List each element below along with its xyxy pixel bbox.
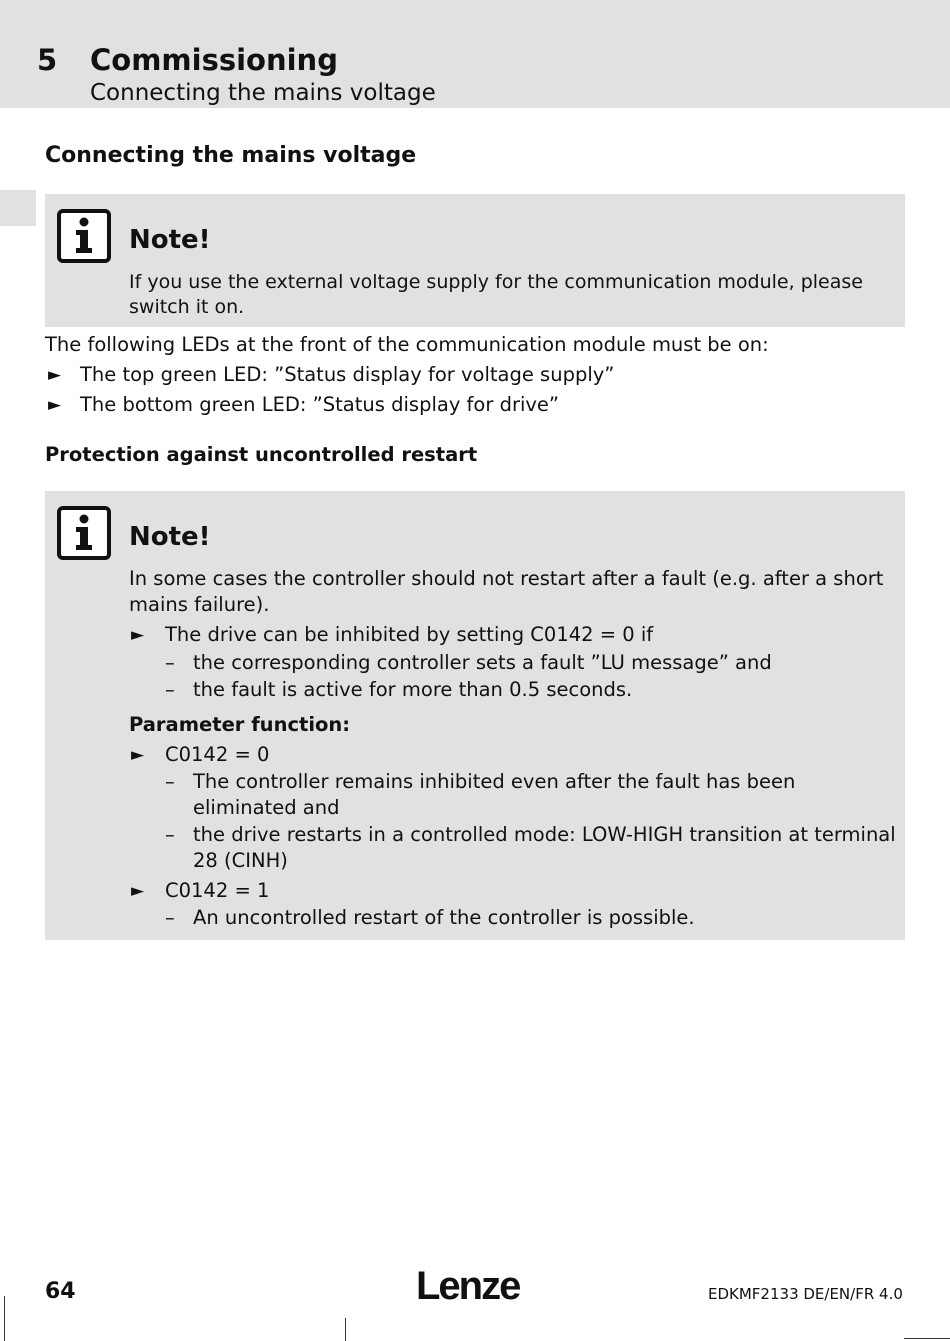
chapter-subtitle: Connecting the mains voltage (90, 80, 436, 106)
info-icon (57, 209, 111, 263)
dash-icon: – (165, 770, 175, 793)
bullet-arrow-icon: ► (131, 745, 145, 765)
led-item-bottom: The bottom green LED: ”Status display for drive” (80, 393, 560, 416)
crop-mark-left (4, 1296, 5, 1341)
crop-mark-center (345, 1318, 346, 1341)
bullet-arrow-icon: ► (48, 365, 62, 385)
led-item-top: The top green LED: ”Status display for voltage supply” (80, 363, 615, 386)
note2-intro-line2: mains failure). (129, 593, 270, 616)
chapter-number: 5 (37, 43, 58, 77)
note2-bullet-c0142-0: C0142 = 0 (165, 743, 270, 766)
section-title: Connecting the mains voltage (45, 143, 417, 168)
page-number: 64 (45, 1279, 76, 1304)
bullet-arrow-icon: ► (131, 881, 145, 901)
dash-icon: – (165, 823, 175, 846)
note-box-voltage-supply (45, 194, 905, 327)
note2-bullet-c0142-1: C0142 = 1 (165, 879, 270, 902)
lenze-logo: Lenze (416, 1264, 520, 1308)
note2-dash-lu-message: the corresponding controller sets a fault ”LU message” and (193, 651, 772, 674)
chapter-title: Commissioning (90, 43, 338, 77)
note-heading: Note! (129, 225, 211, 255)
dash-icon: – (165, 906, 175, 929)
note2-intro-line1: In some cases the controller should not restart after a fault (e.g. after a short (129, 567, 884, 590)
crop-mark-right (904, 1338, 950, 1339)
bullet-arrow-icon: ► (131, 625, 145, 645)
document-reference: EDKMF2133 DE/EN/FR 4.0 (708, 1285, 903, 1303)
note2-dash-inhibited-line1: The controller remains inhibited even after the fault has been (193, 770, 796, 793)
note2-bullet-inhibit: The drive can be inhibited by setting C0142 = 0 if (165, 623, 654, 646)
dash-icon: – (165, 651, 175, 674)
note2-dash-fault-duration: the fault is active for more than 0.5 seconds. (193, 678, 633, 701)
subheading-restart-protection: Protection against uncontrolled restart (45, 443, 478, 466)
info-icon (57, 506, 111, 560)
side-tab-marker (0, 190, 36, 226)
parameter-function-heading: Parameter function: (129, 713, 351, 736)
bullet-arrow-icon: ► (48, 395, 62, 415)
note2-dash-restart-line1: the drive restarts in a controlled mode: LOW-HIGH transition at terminal (193, 823, 896, 846)
note-heading: Note! (129, 522, 211, 552)
note-box-restart (45, 491, 905, 940)
led-intro-text: The following LEDs at the front of the communication module must be on: (45, 333, 769, 356)
note2-dash-uncontrolled: An uncontrolled restart of the controller is possible. (193, 906, 695, 929)
note2-dash-restart-line2: 28 (CINH) (193, 849, 288, 872)
note2-dash-inhibited-line2: eliminated and (193, 796, 340, 819)
note-text: If you use the external voltage supply for the communication module, please switch it on. (129, 271, 863, 318)
dash-icon: – (165, 678, 175, 701)
